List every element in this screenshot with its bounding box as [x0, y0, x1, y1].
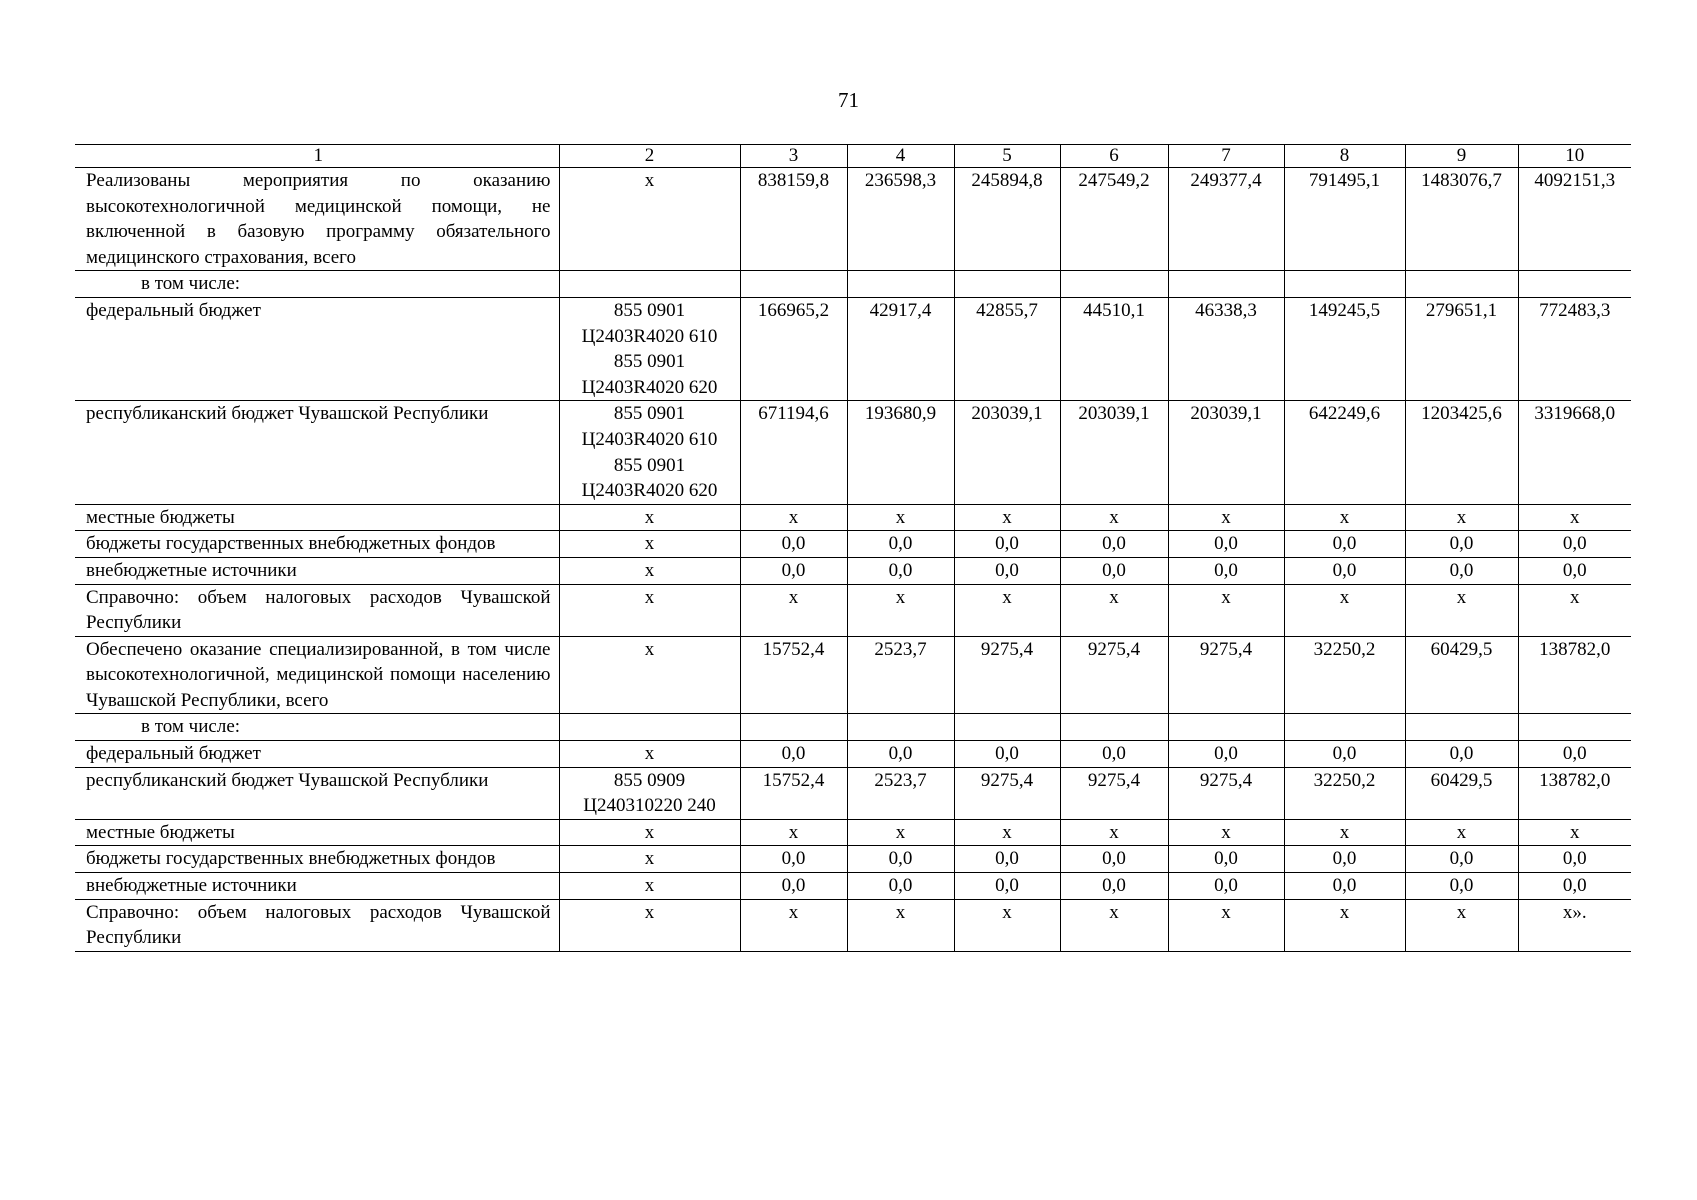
value-cell: 4092151,3	[1518, 168, 1631, 271]
value-cell: 138782,0	[1518, 767, 1631, 819]
budget-code-line: Ц2403R4020 610	[581, 325, 718, 347]
table-row	[75, 401, 1631, 504]
budget-code	[559, 531, 740, 558]
value-cell: 0,0	[1060, 873, 1168, 900]
budget-code	[559, 297, 740, 400]
value-cell	[847, 271, 954, 298]
row-label: в том числе:	[75, 271, 559, 298]
row-label: внебюджетные источники	[75, 873, 559, 900]
value-cell: 0,0	[847, 557, 954, 584]
budget-code	[559, 899, 740, 951]
value-cell: х	[1405, 819, 1518, 846]
value-cell: х	[1405, 584, 1518, 636]
value-cell: 1483076,7	[1405, 168, 1518, 271]
value-cell: 15752,4	[740, 767, 847, 819]
value-cell: 42917,4	[847, 297, 954, 400]
value-cell: х	[1168, 819, 1284, 846]
value-cell: 0,0	[1060, 557, 1168, 584]
value-cell: х	[1168, 899, 1284, 951]
row-label: в том числе:	[75, 714, 559, 741]
table-row	[75, 899, 1631, 951]
value-cell: х	[1168, 584, 1284, 636]
value-cell: 0,0	[954, 741, 1060, 768]
value-cell: 15752,4	[740, 636, 847, 714]
row-label: бюджеты государственных внебюджетных фондов	[75, 531, 559, 558]
value-cell: 0,0	[1060, 531, 1168, 558]
value-cell: 9275,4	[954, 767, 1060, 819]
column-number: 7	[1168, 145, 1284, 168]
value-cell	[740, 271, 847, 298]
value-cell: х	[954, 819, 1060, 846]
budget-code	[559, 271, 740, 298]
value-cell: 2523,7	[847, 767, 954, 819]
budget-code	[559, 168, 740, 271]
value-cell	[740, 714, 847, 741]
row-label: республиканский бюджет Чувашской Республики	[75, 767, 559, 819]
value-cell	[1060, 714, 1168, 741]
value-cell: 0,0	[1518, 557, 1631, 584]
budget-code	[559, 714, 740, 741]
value-cell: 193680,9	[847, 401, 954, 504]
value-cell: х	[1284, 504, 1405, 531]
budget-code-line: х	[644, 559, 655, 581]
value-cell	[954, 271, 1060, 298]
value-cell: х	[740, 584, 847, 636]
budget-code-line: Ц2403R4020 620	[581, 480, 718, 502]
value-cell: 60429,5	[1405, 636, 1518, 714]
budget-code	[559, 636, 740, 714]
value-cell: 772483,3	[1518, 297, 1631, 400]
value-cell: 0,0	[1284, 531, 1405, 558]
value-cell: х	[847, 819, 954, 846]
value-cell: х	[740, 819, 847, 846]
row-label: внебюджетные источники	[75, 557, 559, 584]
table-row	[75, 819, 1631, 846]
value-cell: 0,0	[847, 531, 954, 558]
value-cell: 0,0	[954, 531, 1060, 558]
value-cell: 0,0	[1405, 741, 1518, 768]
column-number: 4	[847, 145, 954, 168]
value-cell: 0,0	[740, 846, 847, 873]
value-cell: 0,0	[954, 873, 1060, 900]
column-number: 1	[75, 145, 559, 168]
value-cell: х	[1060, 819, 1168, 846]
column-number: 10	[1518, 145, 1631, 168]
budget-code-line: 855 0901	[613, 299, 686, 321]
row-label: федеральный бюджет	[75, 741, 559, 768]
value-cell: х	[847, 504, 954, 531]
table-row	[75, 271, 1631, 298]
value-cell	[1284, 271, 1405, 298]
budget-code-line: 855 0901	[613, 351, 686, 373]
value-cell: 0,0	[1405, 557, 1518, 584]
value-cell: х	[1284, 819, 1405, 846]
value-cell	[1060, 271, 1168, 298]
value-cell: 0,0	[1518, 873, 1631, 900]
table-row	[75, 504, 1631, 531]
value-cell: 203039,1	[1060, 401, 1168, 504]
value-cell: х	[1518, 584, 1631, 636]
value-cell: 9275,4	[1060, 767, 1168, 819]
value-cell: 0,0	[1168, 741, 1284, 768]
budget-table	[75, 144, 1631, 952]
table-row	[75, 584, 1631, 636]
budget-code-line: х	[644, 586, 655, 608]
value-cell: 60429,5	[1405, 767, 1518, 819]
value-cell: 0,0	[1405, 873, 1518, 900]
budget-code-line: Ц240310220 240	[583, 795, 716, 817]
budget-code-line: 855 0901	[613, 403, 686, 425]
column-number: 9	[1405, 145, 1518, 168]
column-number: 2	[559, 145, 740, 168]
column-number-row	[75, 145, 1631, 168]
value-cell: 838159,8	[740, 168, 847, 271]
value-cell: 32250,2	[1284, 636, 1405, 714]
table-row	[75, 873, 1631, 900]
value-cell: х	[1405, 899, 1518, 951]
table-body	[75, 145, 1631, 952]
value-cell: 0,0	[740, 741, 847, 768]
value-cell: 166965,2	[740, 297, 847, 400]
value-cell: 0,0	[1405, 846, 1518, 873]
value-cell: х	[1518, 504, 1631, 531]
row-label: бюджеты государственных внебюджетных фондов	[75, 846, 559, 873]
value-cell	[1518, 714, 1631, 741]
value-cell: х	[1168, 504, 1284, 531]
value-cell: 0,0	[740, 531, 847, 558]
value-cell: 149245,5	[1284, 297, 1405, 400]
value-cell: 279651,1	[1405, 297, 1518, 400]
value-cell: х	[954, 504, 1060, 531]
value-cell: 236598,3	[847, 168, 954, 271]
row-label: республиканский бюджет Чувашской Республики	[75, 401, 559, 504]
value-cell: 0,0	[954, 557, 1060, 584]
value-cell: 0,0	[847, 846, 954, 873]
row-label: местные бюджеты	[75, 504, 559, 531]
value-cell: 0,0	[1518, 531, 1631, 558]
value-cell: х	[1284, 584, 1405, 636]
value-cell: 0,0	[1060, 741, 1168, 768]
value-cell: 9275,4	[1168, 636, 1284, 714]
value-cell: 0,0	[1518, 846, 1631, 873]
value-cell: 0,0	[1284, 741, 1405, 768]
value-cell: 671194,6	[740, 401, 847, 504]
table-row	[75, 531, 1631, 558]
table-row	[75, 557, 1631, 584]
row-label: Справочно: объем налоговых расходов Чувашской Республики	[75, 899, 559, 951]
value-cell: х	[1060, 504, 1168, 531]
value-cell: х	[740, 899, 847, 951]
value-cell: 0,0	[1284, 873, 1405, 900]
table-row	[75, 168, 1631, 271]
value-cell: х	[1518, 819, 1631, 846]
page-number: 71	[838, 88, 859, 112]
budget-code-line: х	[644, 533, 655, 555]
table-row	[75, 767, 1631, 819]
budget-code-line: 855 0901	[613, 454, 686, 476]
value-cell: 138782,0	[1518, 636, 1631, 714]
budget-code-line: х	[644, 638, 655, 660]
budget-code-line: х	[644, 170, 655, 191]
value-cell: 245894,8	[954, 168, 1060, 271]
value-cell: 0,0	[1518, 741, 1631, 768]
budget-code-line: Ц2403R4020 610	[581, 428, 718, 450]
table-row	[75, 846, 1631, 873]
value-cell: 203039,1	[954, 401, 1060, 504]
value-cell: 0,0	[1405, 531, 1518, 558]
value-cell: 3319668,0	[1518, 401, 1631, 504]
budget-code	[559, 741, 740, 768]
table-row	[75, 714, 1631, 741]
value-cell: 249377,4	[1168, 168, 1284, 271]
budget-code	[559, 873, 740, 900]
budget-code-line: х	[644, 875, 655, 897]
value-cell: х	[954, 899, 1060, 951]
value-cell: 46338,3	[1168, 297, 1284, 400]
table-row	[75, 297, 1631, 400]
value-cell: 0,0	[740, 557, 847, 584]
budget-code	[559, 767, 740, 819]
value-cell: 0,0	[1168, 531, 1284, 558]
value-cell: х	[1284, 899, 1405, 951]
value-cell: 9275,4	[954, 636, 1060, 714]
budget-code-line: х	[644, 901, 655, 923]
column-number: 6	[1060, 145, 1168, 168]
value-cell: 0,0	[954, 846, 1060, 873]
value-cell: 642249,6	[1284, 401, 1405, 504]
value-cell	[1405, 271, 1518, 298]
table-row	[75, 636, 1631, 714]
budget-code-line: х	[644, 848, 655, 870]
column-number: 5	[954, 145, 1060, 168]
budget-code-line: х	[644, 821, 655, 843]
value-cell: х	[954, 584, 1060, 636]
value-cell: 1203425,6	[1405, 401, 1518, 504]
row-label: Справочно: объем налоговых расходов Чувашской Республики	[75, 584, 559, 636]
row-label: федеральный бюджет	[75, 297, 559, 400]
value-cell: 42855,7	[954, 297, 1060, 400]
value-cell: 0,0	[1168, 846, 1284, 873]
value-cell: х	[1060, 899, 1168, 951]
row-label: местные бюджеты	[75, 819, 559, 846]
value-cell: 0,0	[1168, 873, 1284, 900]
value-cell	[1168, 714, 1284, 741]
value-cell: 0,0	[847, 741, 954, 768]
value-cell: х	[1060, 584, 1168, 636]
value-cell	[1518, 271, 1631, 298]
table-row	[75, 741, 1631, 768]
budget-code	[559, 819, 740, 846]
budget-code-line: 855 0909	[613, 769, 686, 791]
row-label: Обеспечено оказание специализированной, в том числе высокотехнологичной, медицинской помощи населению Чувашской Республики, всего	[75, 636, 559, 714]
budget-code	[559, 504, 740, 531]
value-cell	[1405, 714, 1518, 741]
value-cell: 9275,4	[1060, 636, 1168, 714]
value-cell	[1284, 714, 1405, 741]
value-cell: 0,0	[1060, 846, 1168, 873]
budget-code-line: х	[644, 743, 655, 765]
column-number: 8	[1284, 145, 1405, 168]
value-cell: 791495,1	[1284, 168, 1405, 271]
value-cell: 0,0	[1168, 557, 1284, 584]
value-cell	[847, 714, 954, 741]
budget-code-line: Ц2403R4020 620	[581, 376, 718, 398]
budget-code	[559, 846, 740, 873]
value-cell: х».	[1518, 899, 1631, 951]
value-cell: х	[740, 504, 847, 531]
value-cell: 2523,7	[847, 636, 954, 714]
budget-code	[559, 557, 740, 584]
value-cell: 0,0	[740, 873, 847, 900]
column-number: 3	[740, 145, 847, 168]
value-cell: 247549,2	[1060, 168, 1168, 271]
value-cell: 203039,1	[1168, 401, 1284, 504]
budget-code	[559, 401, 740, 504]
budget-code-line: х	[644, 506, 655, 528]
value-cell: х	[847, 899, 954, 951]
row-label: Реализованы мероприятия по оказанию высокотехнологичной медицинской помощи, не включенной в базовую программу обязательного медицинского страхования, всего	[75, 168, 559, 271]
value-cell	[954, 714, 1060, 741]
value-cell: 32250,2	[1284, 767, 1405, 819]
budget-code	[559, 584, 740, 636]
value-cell: 0,0	[1284, 846, 1405, 873]
value-cell: 44510,1	[1060, 297, 1168, 400]
value-cell: 0,0	[1284, 557, 1405, 584]
value-cell: 0,0	[847, 873, 954, 900]
value-cell	[1168, 271, 1284, 298]
value-cell: х	[847, 584, 954, 636]
value-cell: 9275,4	[1168, 767, 1284, 819]
value-cell: х	[1405, 504, 1518, 531]
